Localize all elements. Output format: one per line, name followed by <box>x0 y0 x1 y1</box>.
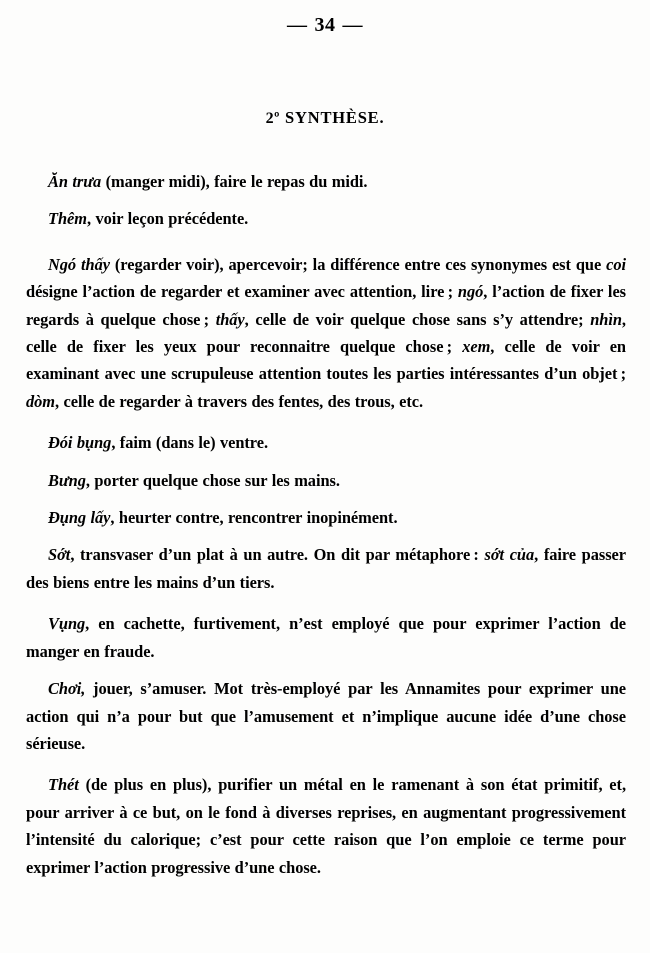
folio-dash-right: — <box>342 14 363 36</box>
definition-vung: , en cachette, furtivement, n’est employé que pour exprimer l’action de manger en fraude. <box>26 614 626 661</box>
headword-thet: Thét <box>48 775 79 795</box>
definition-thet: (de plus en plus), purifier un métal en le ramenant à son état primitif, et, pour arriver à ce but, on le fond à diverses reprises, en augmentant progressivement l’intensité du calorique; c’est pour cette raison que l’on emploie ce terme pour exprimer l’action progressive d’une chose. <box>26 775 626 877</box>
definition-ngo-thay-6: , celle de voir en examinant avec une scrupuleuse attention toutes les parties intéressantes d’un objet ; <box>26 337 626 384</box>
entry-choi <box>26 675 626 757</box>
page-folio <box>0 14 650 37</box>
folio-dash-left: — <box>287 14 308 36</box>
definition-choi: jouer, s’amuser. Mot très-employé par les Annamites pour exprimer une action qui n’a pour but que l’amusement et n’implique aucune idée d’une chose sérieuse. <box>26 679 626 753</box>
term-thay: thấy <box>215 309 245 329</box>
entry-them <box>26 205 626 232</box>
headword-them: Thêm <box>48 209 87 229</box>
definition-ngo-thay-7: , celle de regarder à travers des fentes, des trous, etc. <box>55 391 424 411</box>
entry-thet <box>26 771 626 881</box>
headword-choi: Chơi, <box>48 679 86 699</box>
definition-an-trua: (manger midi), faire le repas du midi. <box>101 172 368 191</box>
entry-an-trua <box>26 168 626 195</box>
headword-bung: Bưng <box>48 470 86 490</box>
headword-doi-bung: Đói bụng <box>48 433 112 453</box>
definition-ngo-thay-3: , l’action de fixer les regards à quelque chose ; <box>26 282 626 329</box>
folio-number: 34 <box>314 14 336 36</box>
definition-ngo-thay-1: (regarder voir), apercevoir; la différence entre ces synonymes est que <box>109 254 607 274</box>
term-xem: xem <box>462 337 491 357</box>
definition-ngo-thay-5: , celle de fixer les yeux pour reconnaitre quelque chose ; <box>26 309 626 357</box>
definition-dung-lay: , heurter contre, rencontrer inopinément. <box>110 508 398 528</box>
page-body-text <box>26 168 626 881</box>
entry-doi-bung <box>26 429 626 456</box>
definition-bung: , porter quelque chose sur les mains. <box>85 470 340 490</box>
term-nhin: nhìn <box>590 309 622 329</box>
term-dom: dòm <box>26 391 55 411</box>
headword-dung-lay: Đụng lấy <box>48 508 111 528</box>
definition-ngo-thay-2: désigne l’action de regarder et examiner avec attention, lire ; <box>26 282 458 302</box>
definition-ngo-thay-4: , celle de voir quelque chose sans s’y attendre; <box>244 309 591 329</box>
entry-sot <box>26 541 626 596</box>
headword-an-trua: Ăn trưa <box>48 172 102 191</box>
entry-ngo-thay <box>26 251 626 415</box>
headword-vung: Vụng <box>48 614 86 634</box>
definition-them: , voir leçon précédente. <box>86 209 249 229</box>
entry-bung <box>26 467 626 494</box>
entry-vung <box>26 610 626 665</box>
section-heading <box>0 108 650 128</box>
headword-sot: Sớt <box>48 545 71 565</box>
term-ngo: ngó <box>457 282 484 302</box>
term-coi: coi <box>606 254 626 274</box>
definition-doi-bung: , faim (dans le) ventre. <box>111 433 269 453</box>
definition-sot-2: , faire passer des biens entre les mains d’un tiers. <box>26 545 626 592</box>
entry-dung-lay <box>26 504 626 531</box>
section-title: SYNTHÈSE. <box>285 108 385 127</box>
section-number: 2º <box>265 110 281 127</box>
headword-ngo-thay: Ngó thấy <box>48 254 110 274</box>
definition-sot-1: , transvaser d’un plat à un autre. On dit par métaphore : <box>70 545 485 565</box>
term-sot-cua: sớt của <box>484 545 535 565</box>
